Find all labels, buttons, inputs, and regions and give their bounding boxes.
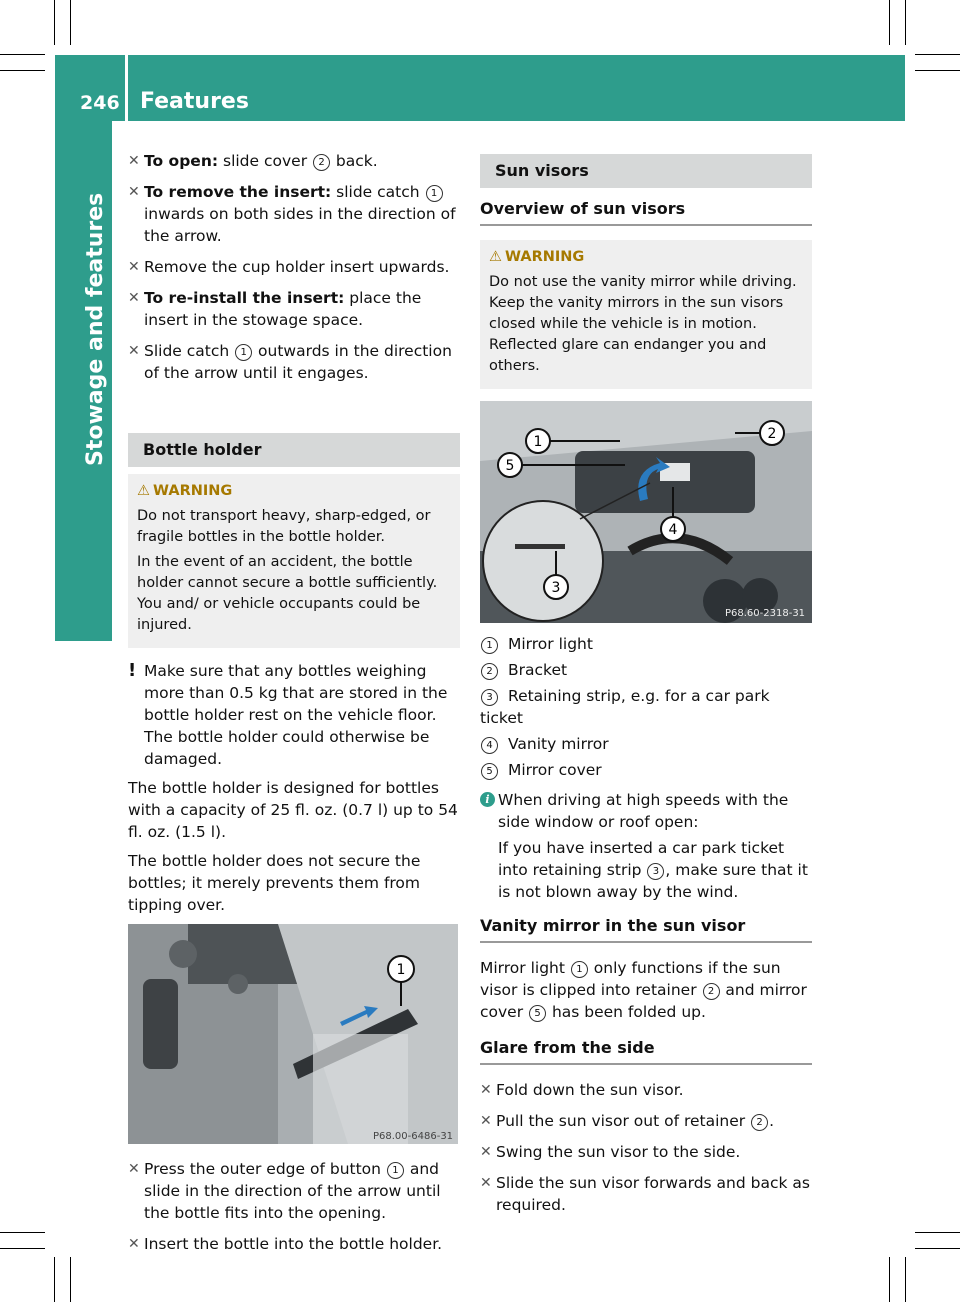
step-marker-icon: ✕ bbox=[480, 1082, 492, 1098]
warning-text: In the event of an accident, the bottle holder cannot secure a bottle sufficiently. You and/ or vehicle occupants could be injured. bbox=[137, 554, 438, 633]
svg-text:4: 4 bbox=[668, 522, 678, 538]
step-marker-icon: ✕ bbox=[128, 1161, 140, 1177]
side-tab-label: Stowage and features bbox=[83, 192, 108, 466]
step-marker-icon: ✕ bbox=[128, 1236, 140, 1252]
instruction-step: ✕ Pull the sun visor out of retainer 2 . bbox=[480, 1112, 775, 1130]
legend-item: 4 Vanity mirror bbox=[480, 733, 812, 755]
warning-icon: ⚠ bbox=[489, 249, 502, 265]
info-text: When driving at high speeds with the side window or roof open: bbox=[498, 791, 789, 831]
chapter-title: Features bbox=[140, 89, 249, 114]
paragraph: The bottle holder is designed for bottles with a capacity of 25 fl. oz. (0.7 l) up to 54 fl. oz. (1.5 l). bbox=[128, 779, 458, 841]
section-bottle-holder: Bottle holder bbox=[128, 433, 460, 467]
note-exclamation-icon: ! bbox=[128, 660, 137, 681]
instruction-step: ✕ Remove the cup holder insert upwards. bbox=[128, 258, 450, 276]
glare-heading: Glare from the side bbox=[480, 1037, 812, 1065]
overview-heading: Overview of sun visors bbox=[480, 198, 812, 226]
step-marker-icon: ✕ bbox=[480, 1113, 492, 1129]
instruction-step: ✕ Fold down the sun visor. bbox=[480, 1081, 684, 1099]
instruction-step: ✕ Insert the bottle into the bottle holder. bbox=[128, 1235, 443, 1253]
step-marker-icon: ✕ bbox=[128, 290, 140, 306]
legend-item: 5 Mirror cover bbox=[480, 759, 812, 781]
legend-item: 1 Mirror light bbox=[480, 633, 812, 655]
step-marker-icon: ✕ bbox=[480, 1175, 492, 1191]
step-marker-icon: ✕ bbox=[128, 343, 140, 359]
warning-label: WARNING bbox=[153, 483, 233, 499]
left-column bbox=[128, 150, 460, 1264]
right-column bbox=[480, 154, 812, 1225]
info-text: If you have inserted a car park ticket into retaining strip 3 , make sure that it is not blown away by the wind. bbox=[498, 839, 808, 901]
instruction-step: ✕ To open: slide cover 2 back. bbox=[128, 152, 378, 170]
vanity-heading: Vanity mirror in the sun visor bbox=[480, 915, 812, 943]
warning-text: Do not transport heavy, sharp-edged, or fragile bottles in the bottle holder. bbox=[137, 508, 431, 545]
glare-steps bbox=[480, 1079, 812, 1216]
instruction-step: ✕ Slide catch 1 outwards in the direction of the arrow until it engages. bbox=[128, 342, 452, 382]
legend-list bbox=[480, 633, 812, 781]
image-code: P68.00-6486-31 bbox=[373, 1131, 454, 1142]
paragraph: The bottle holder does not secure the bottles; it merely prevents them from tipping over. bbox=[128, 852, 421, 914]
detail-magnifier bbox=[483, 501, 603, 621]
warning-box bbox=[128, 474, 460, 648]
info-icon: i bbox=[480, 792, 495, 807]
svg-text:1: 1 bbox=[396, 962, 406, 978]
dial-icon bbox=[228, 974, 248, 994]
vanity-mirror bbox=[575, 451, 755, 513]
gear-lever-icon bbox=[143, 979, 178, 1069]
svg-text:3: 3 bbox=[551, 580, 561, 596]
note-text: Make sure that any bottles weighing more than 0.5 kg that are stored in the bottle holder rest on the vehicle floor. The bottle holder could otherwise be damaged. bbox=[144, 662, 448, 768]
header-separator bbox=[125, 55, 128, 121]
steps-bottom bbox=[128, 1158, 460, 1255]
bottle-holder-illustration bbox=[128, 924, 458, 1144]
page-number: 246 bbox=[80, 92, 120, 114]
warning-box bbox=[480, 240, 812, 389]
note bbox=[128, 660, 460, 770]
instruction-step: ✕ Swing the sun visor to the side. bbox=[480, 1143, 741, 1161]
section-sun-visors: Sun visors bbox=[480, 154, 812, 188]
warning-label: WARNING bbox=[505, 249, 585, 265]
info-note bbox=[480, 789, 812, 903]
svg-text:1: 1 bbox=[533, 434, 543, 450]
legend-item: 3 Retaining strip, e.g. for a car park ticket bbox=[480, 687, 770, 727]
sun-visor-illustration bbox=[480, 401, 812, 623]
svg-text:2: 2 bbox=[767, 426, 777, 442]
legend-item: 2 Bracket bbox=[480, 659, 812, 681]
step-marker-icon: ✕ bbox=[480, 1144, 492, 1160]
step-marker-icon: ✕ bbox=[128, 184, 140, 200]
step-marker-icon: ✕ bbox=[128, 259, 140, 275]
dial-icon bbox=[169, 940, 197, 968]
vanity-text: Mirror light 1 only functions if the sun visor is clipped into retainer 2 and mirror cover 5 has been folded up. bbox=[480, 959, 807, 1021]
step-marker-icon: ✕ bbox=[128, 153, 140, 169]
instruction-step: ✕ Press the outer edge of button 1 and slide in the direction of the arrow until the bottle fits into the opening. bbox=[128, 1160, 441, 1222]
instruction-step: ✕ To remove the insert: slide catch 1 inwards on both sides in the direction of the arrow. bbox=[128, 183, 456, 245]
image-code: P68.60-2318-31 bbox=[725, 608, 806, 619]
warning-icon: ⚠ bbox=[137, 483, 150, 499]
warning-text: Do not use the vanity mirror while driving. Keep the vanity mirrors in the sun visors closed while the vehicle is in motion. Reflected glare can endanger you and others. bbox=[489, 274, 797, 374]
svg-text:5: 5 bbox=[505, 458, 515, 474]
instruction-step: ✕ To re-install the insert: place the insert in the stowage space. bbox=[128, 289, 422, 329]
instruction-step: ✕ Slide the sun visor forwards and back as required. bbox=[480, 1174, 810, 1214]
steps-top bbox=[128, 150, 460, 384]
